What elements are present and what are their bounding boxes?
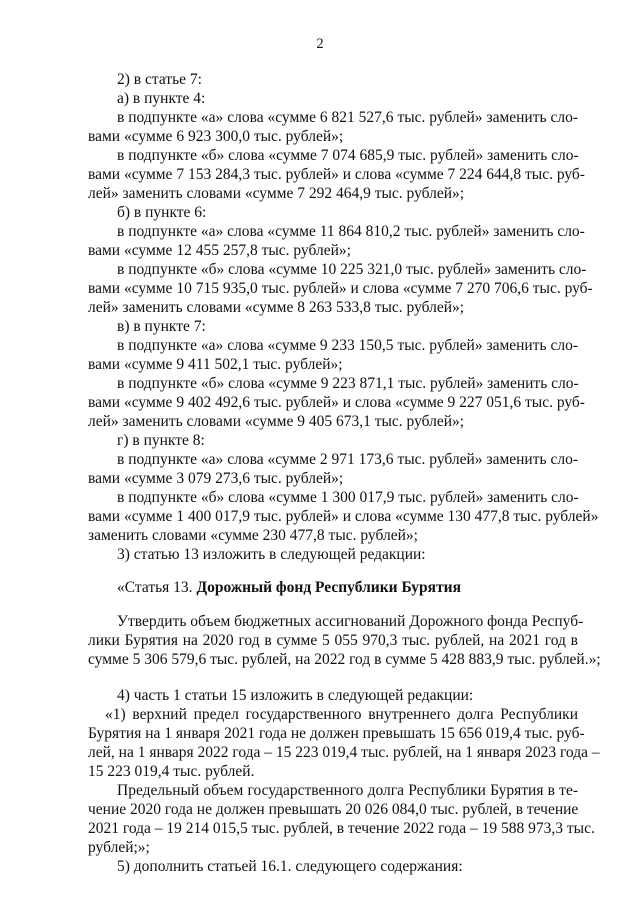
text-line: Предельный объем государственного долга Республики Бурятия в те- xyxy=(117,782,578,799)
text-line: лей» заменить словами «сумме 9 405 673,1 тыс. рублей»; xyxy=(88,413,465,430)
text-line: в подпункте «б» слова «сумме 7 074 685,9 тыс. рублей» заменить сло- xyxy=(117,147,579,164)
text-line: лей, на 1 января 2022 года – 15 223 019,4 тыс. рублей, на 1 января 2023 года – xyxy=(88,744,600,761)
text-line: вами «сумме 9 402 492,6 тыс. рублей» и слова «сумме 9 227 051,6 тыс. руб- xyxy=(88,394,585,411)
text-line: вами «сумме 3 079 273,6 тыс. рублей»; xyxy=(88,470,344,487)
text-line: г) в пункте 8: xyxy=(117,432,205,449)
text-line: вами «сумме 7 153 284,3 тыс. рублей» и слова «сумме 7 224 644,8 тыс. руб- xyxy=(88,166,585,183)
text-line: в подпункте «а» слова «сумме 2 971 173,6 тыс. рублей» заменить сло- xyxy=(117,451,578,468)
text-line: лей» заменить словами «сумме 7 292 464,9 тыс. рублей»; xyxy=(88,185,465,202)
text-line: лей» заменить словами «сумме 8 263 533,8 тыс. рублей»; xyxy=(88,299,465,316)
text-line: вами «сумме 12 455 257,8 тыс. рублей»; xyxy=(88,242,351,259)
text-line: в) в пункте 7: xyxy=(117,318,206,335)
text-line: б) в пункте 6: xyxy=(117,204,207,221)
text-line: в подпункте «а» слова «сумме 11 864 810,2 тыс. рублей» заменить сло- xyxy=(117,223,585,240)
page-number: 2 xyxy=(316,36,324,52)
text-line: рублей;»; xyxy=(88,839,150,856)
text-line: лики Бурятия на 2020 год в сумме 5 055 970,3 тыс. рублей, на 2021 год в xyxy=(88,632,578,649)
text-line: 3) статью 13 изложить в следующей редакции: xyxy=(117,546,426,563)
text-line: Утвердить объем бюджетных ассигнований Дорожного фонда Респуб- xyxy=(117,613,584,630)
text-line: 2) в статье 7: xyxy=(117,71,202,88)
text-line: в подпункте «б» слова «сумме 9 223 871,1 тыс. рублей» заменить сло- xyxy=(117,375,579,392)
text-line: в подпункте «а» слова «сумме 6 821 527,6 тыс. рублей» заменить сло- xyxy=(117,109,578,126)
text-line: чение 2020 года не должен превышать 20 026 084,0 тыс. рублей, в течение xyxy=(88,801,579,818)
text-line: сумме 5 306 579,6 тыс. рублей, на 2022 год в сумме 5 428 883,9 тыс. рублей.»; xyxy=(88,651,601,668)
text-line: в подпункте «б» слова «сумме 1 300 017,9 тыс. рублей» заменить сло- xyxy=(117,489,579,506)
text-line: в подпункте «б» слова «сумме 10 225 321,0 тыс. рублей» заменить сло- xyxy=(117,261,587,278)
text-line: заменить словами «сумме 230 477,8 тыс. рублей»; xyxy=(88,527,418,544)
article-heading xyxy=(117,578,578,597)
article-heading-prefix: «Статья 13. xyxy=(117,579,197,596)
article-heading-title: Дорожный фонд Республики Бурятия xyxy=(196,579,461,596)
text-line: в подпункте «а» слова «сумме 9 233 150,5 тыс. рублей» заменить сло- xyxy=(117,337,578,354)
text-line: а) в пункте 4: xyxy=(117,90,206,107)
text-line: Бурятия на 1 января 2021 года не должен превышать 15 656 019,4 тыс. руб- xyxy=(88,725,585,742)
text-line: 5) дополнить статьей 16.1. следующего содержания: xyxy=(117,858,463,875)
text-line: 15 223 019,4 тыс. рублей. xyxy=(88,763,255,780)
text-line: вами «сумме 10 715 935,0 тыс. рублей» и слова «сумме 7 270 706,6 тыс. руб- xyxy=(88,280,593,297)
text-line: «1) верхний предел государственного внутреннего долга Республики xyxy=(105,706,578,723)
text-line: 2021 года – 19 214 015,5 тыс. рублей, в течение 2022 года – 19 588 973,3 тыс. xyxy=(88,820,595,837)
text-line: вами «сумме 1 400 017,9 тыс. рублей» и слова «сумме 130 477,8 тыс. рублей» xyxy=(88,508,599,525)
text-line: 4) часть 1 статьи 15 изложить в следующей редакции: xyxy=(117,687,474,704)
text-line: вами «сумме 9 411 502,1 тыс. рублей»; xyxy=(88,356,343,373)
text-line: вами «сумме 6 923 300,0 тыс. рублей»; xyxy=(88,128,344,145)
